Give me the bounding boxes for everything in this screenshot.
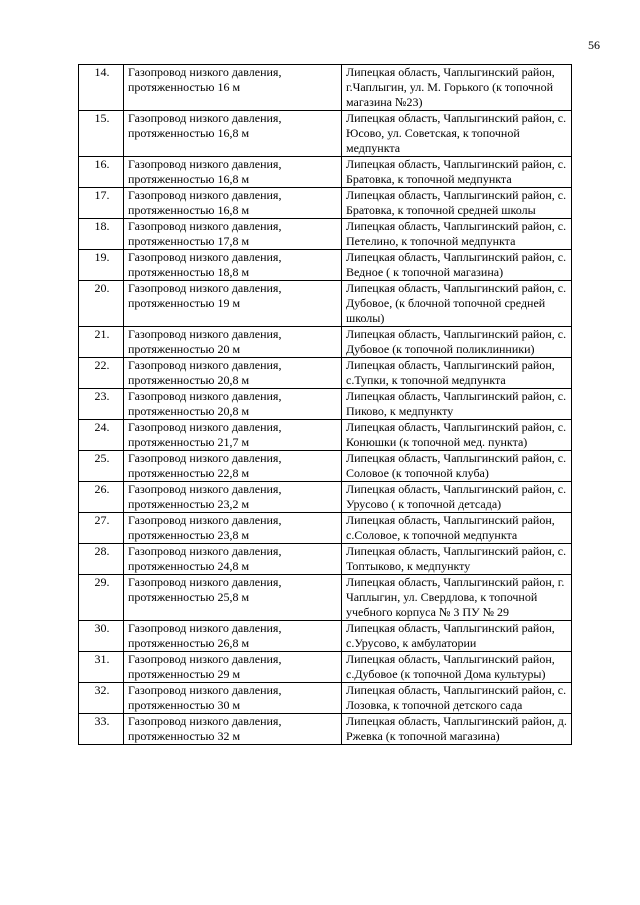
object-name: Газопровод низкого давления, протяженностью 22,8 м [124,451,342,482]
object-address: Липецкая область, Чаплыгинский район, д. Ржевка (к топочной магазина) [342,714,572,745]
page-number: 56 [588,38,600,52]
row-number: 21. [79,327,124,358]
table-row [79,420,572,451]
object-address: Липецкая область, Чаплыгинский район, с.Дубовое (к топочной Дома культуры) [342,652,572,683]
table-row [79,111,572,157]
table-row [79,482,572,513]
row-number: 19. [79,250,124,281]
table-row [79,513,572,544]
row-number: 33. [79,714,124,745]
table-row [79,358,572,389]
object-address: Липецкая область, Чаплыгинский район, с. Топтыково, к медпункту [342,544,572,575]
object-name: Газопровод низкого давления, протяженностью 19 м [124,281,342,327]
table-row [79,544,572,575]
object-address: Липецкая область, Чаплыгинский район, с. Конюшки (к топочной мед. пункта) [342,420,572,451]
table-row [79,65,572,111]
row-number: 31. [79,652,124,683]
object-name: Газопровод низкого давления, протяженностью 25,8 м [124,575,342,621]
object-name: Газопровод низкого давления, протяженностью 16 м [124,65,342,111]
row-number: 24. [79,420,124,451]
object-address: Липецкая область, Чаплыгинский район, с. Петелино, к топочной медпункта [342,219,572,250]
object-name: Газопровод низкого давления, протяженностью 26,8 м [124,621,342,652]
table-row [79,714,572,745]
object-name: Газопровод низкого давления, протяженностью 18,8 м [124,250,342,281]
object-address: Липецкая область, Чаплыгинский район, с. Урусово ( к топочной детсада) [342,482,572,513]
row-number: 16. [79,157,124,188]
table-row [79,389,572,420]
table-row [79,575,572,621]
table-row [79,188,572,219]
object-name: Газопровод низкого давления, протяженностью 29 м [124,652,342,683]
row-number: 25. [79,451,124,482]
object-address: Липецкая область, Чаплыгинский район, с. Пиково, к медпункту [342,389,572,420]
row-number: 15. [79,111,124,157]
row-number: 27. [79,513,124,544]
row-number: 22. [79,358,124,389]
row-number: 29. [79,575,124,621]
table-row [79,157,572,188]
object-name: Газопровод низкого давления, протяженностью 20 м [124,327,342,358]
row-number: 32. [79,683,124,714]
object-name: Газопровод низкого давления, протяженностью 23,8 м [124,513,342,544]
table-row [79,683,572,714]
object-address: Липецкая область, Чаплыгинский район, с. Лозовка, к топочной детского сада [342,683,572,714]
row-number: 28. [79,544,124,575]
table-row [79,250,572,281]
object-name: Газопровод низкого давления, протяженностью 32 м [124,714,342,745]
object-name: Газопровод низкого давления, протяженностью 16,8 м [124,157,342,188]
object-address: Липецкая область, Чаплыгинский район, с. Братовка, к топочной медпункта [342,157,572,188]
registry-table [78,64,572,745]
object-name: Газопровод низкого давления, протяженностью 20,8 м [124,358,342,389]
table-row [79,219,572,250]
object-address: Липецкая область, Чаплыгинский район, с. Юсово, ул. Советская, к топочной медпункта [342,111,572,157]
object-name: Газопровод низкого давления, протяженностью 21,7 м [124,420,342,451]
object-address: Липецкая область, Чаплыгинский район, г.Чаплыгин, ул. М. Горького (к топочной магазина №23) [342,65,572,111]
object-address: Липецкая область, Чаплыгинский район, с.Урусово, к амбулатории [342,621,572,652]
object-address: Липецкая область, Чаплыгинский район, с. Дубовое (к топочной поликлинники) [342,327,572,358]
object-name: Газопровод низкого давления, протяженностью 16,8 м [124,111,342,157]
row-number: 23. [79,389,124,420]
table-row [79,451,572,482]
object-name: Газопровод низкого давления, протяженностью 17,8 м [124,219,342,250]
object-address: Липецкая область, Чаплыгинский район, с.Соловое, к топочной медпункта [342,513,572,544]
object-address: Липецкая область, Чаплыгинский район, с. Ведное ( к топочной магазина) [342,250,572,281]
table-row [79,327,572,358]
row-number: 20. [79,281,124,327]
row-number: 14. [79,65,124,111]
table-row [79,621,572,652]
object-name: Газопровод низкого давления, протяженностью 16,8 м [124,188,342,219]
registry-table-body [79,65,572,745]
table-row [79,281,572,327]
object-name: Газопровод низкого давления, протяженностью 23,2 м [124,482,342,513]
table-row [79,652,572,683]
object-address: Липецкая область, Чаплыгинский район, г. Чаплыгин, ул. Свердлова, к топочной учебного корпуса № 3 ПУ № 29 [342,575,572,621]
object-address: Липецкая область, Чаплыгинский район, с. Братовка, к топочной средней школы [342,188,572,219]
row-number: 17. [79,188,124,219]
object-address: Липецкая область, Чаплыгинский район, с.Тупки, к топочной медпункта [342,358,572,389]
object-name: Газопровод низкого давления, протяженностью 20,8 м [124,389,342,420]
row-number: 18. [79,219,124,250]
object-name: Газопровод низкого давления, протяженностью 24,8 м [124,544,342,575]
object-address: Липецкая область, Чаплыгинский район, с. Дубовое, (к блочной топочной средней школы) [342,281,572,327]
row-number: 30. [79,621,124,652]
row-number: 26. [79,482,124,513]
object-name: Газопровод низкого давления, протяженностью 30 м [124,683,342,714]
object-address: Липецкая область, Чаплыгинский район, с. Соловое (к топочной клуба) [342,451,572,482]
